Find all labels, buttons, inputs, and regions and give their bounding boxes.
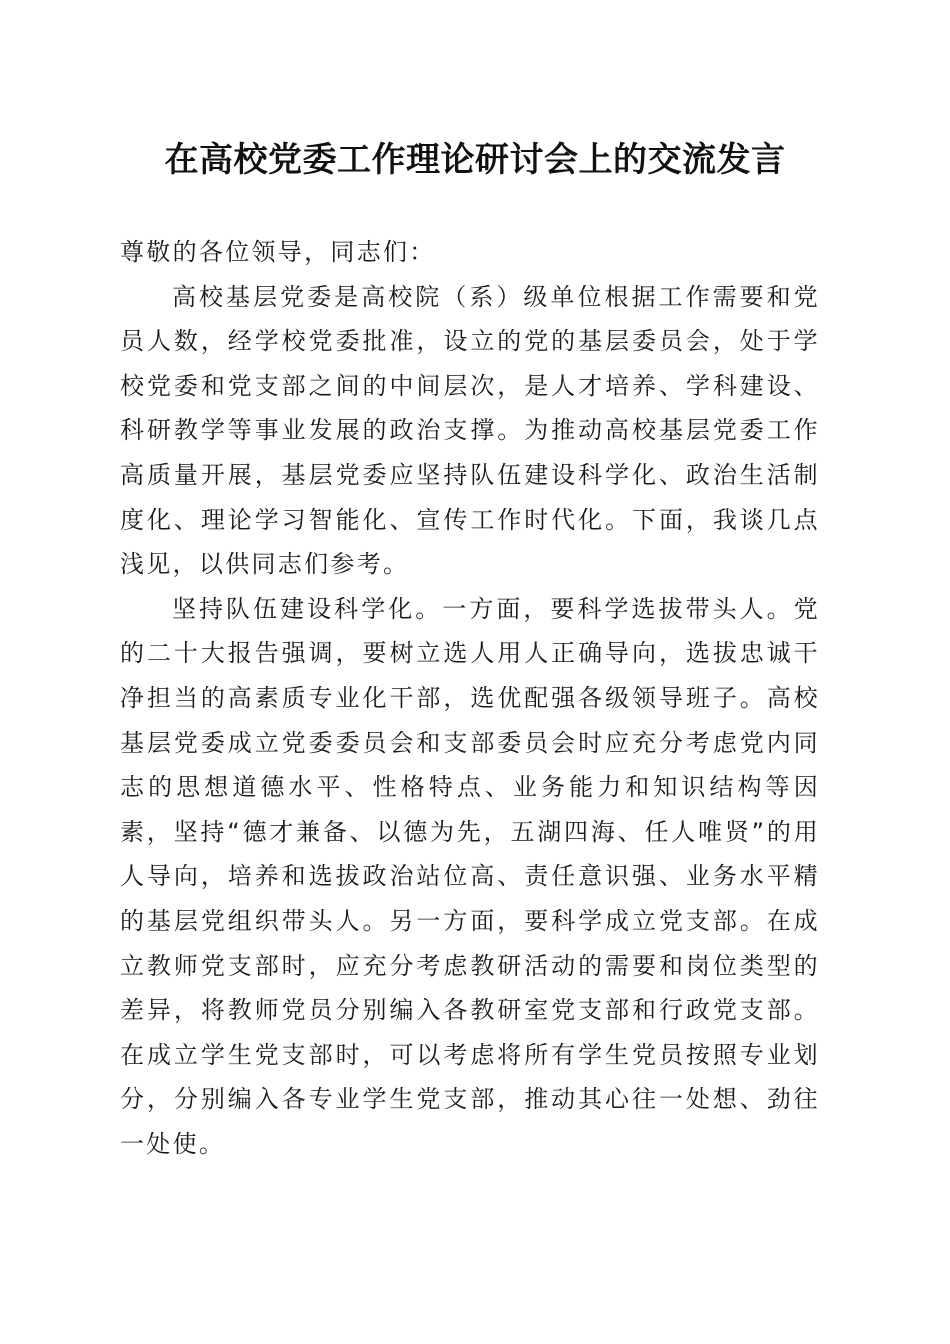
paragraph-team-building: 坚持队伍建设科学化。一方面，要科学选拔带头人。党的二十大报告强调，要树立选人用人正确导向，选拔忠诚干净担当的高素质专业化干部，选优配强各级领导班子。高校基层党委成立党委委员会和支部委员会时应充分考虑党内同志的思想道德水平、性格特点、业务能力和知识结构等因素，坚持“德才兼备、以德为先，五湖四海、任人唯贤”的用人导向，培养和选拔政治站位高、责任意识强、业务水平精的基层党组织带头人。另一方面，要科学成立党支部。在成立教师党支部时，应充分考虑教研活动的需要和岗位类型的差异，将教师党员分别编入各教研室党支部和行政党支部。在成立学生党支部时，可以考虑将所有学生党员按照专业划分，分别编入各专业学生党支部，推动其心往一处想、劲往一处使。 bbox=[120, 594, 820, 1158]
salutation: 尊敬的各位领导，同志们： bbox=[120, 238, 436, 266]
document-title: 在高校党委工作理论研讨会上的交流发言 bbox=[164, 140, 786, 180]
paragraph-intro: 高校基层党委是高校院（系）级单位根据工作需要和党员人数，经学校党委批准，设立的党的基层委员会，处于学校党委和党支部之间的中间层次，是人才培养、学科建设、科研教学等事业发展的政治支撑。为推动高校基层党委工作高质量开展，基层党委应坚持队伍建设科学化、政治生活制度化、理论学习智能化、宣传工作时代化。下面，我谈几点浅见，以供同志们参考。 bbox=[120, 282, 820, 579]
document-body bbox=[120, 230, 820, 1166]
